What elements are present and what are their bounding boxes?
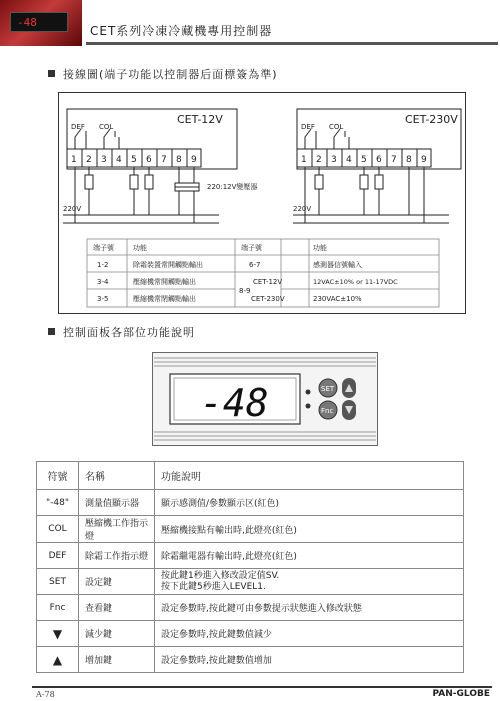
tt-right-r2-model: CET-12V	[253, 278, 283, 286]
terminal-number: 2	[86, 155, 92, 165]
wiring-section-title	[48, 66, 278, 82]
row-name: 除霜工作指示燈	[79, 543, 155, 569]
row-symbol: "-48"	[37, 490, 79, 516]
col-indicator-icon	[306, 390, 311, 395]
row-symbol: ▲	[37, 647, 79, 673]
terminal-number: 6	[146, 155, 152, 165]
tt-right-r2-func: 12VAC±10% or 11-17VDC	[313, 278, 398, 286]
row-name: 增加鍵	[79, 647, 155, 673]
fnc-button[interactable]	[319, 401, 337, 419]
tt-header-func-1: 功能	[133, 244, 147, 252]
table-row	[37, 543, 464, 569]
table-row	[37, 647, 464, 673]
row-desc: 壓縮機接點有輸出時,此燈亮(紅色)	[155, 516, 464, 543]
table-row	[37, 569, 464, 595]
function-table-header	[37, 462, 464, 490]
transformer-label: 220:12V變壓器	[207, 183, 258, 191]
supply-label-right: 220V	[293, 205, 312, 213]
table-row	[37, 595, 464, 621]
row-name: 減少鍵	[79, 621, 155, 647]
terminal-number: 9	[421, 155, 427, 165]
tt-right-r1-func: 感測器信號輸入	[313, 261, 362, 269]
tt-row2-func: 壓縮機常開觸點輸出	[133, 278, 196, 286]
tt-header-no-2: 端子號	[241, 244, 262, 252]
footer-rule	[32, 686, 492, 688]
tt-right-r3-model: CET-230V	[251, 295, 285, 303]
row-symbol: SET	[37, 569, 79, 595]
col-label-right: COL	[329, 123, 344, 131]
row-name: 測量值顯示器	[79, 490, 155, 516]
header-rule	[86, 42, 498, 45]
row-name: 壓縮機工作指示燈	[79, 516, 155, 543]
terminal-number: 8	[176, 155, 182, 165]
square-bullet-icon	[48, 328, 55, 335]
thumbnail-display: -48	[17, 16, 37, 29]
tt-row1-func: 除霜裝置常開觸點輸出	[133, 261, 203, 269]
row-desc	[155, 569, 464, 595]
row-symbol: Fnc	[37, 595, 79, 621]
measurement-display: -48	[200, 381, 269, 425]
tt-header-func-2: 功能	[313, 244, 327, 252]
function-table	[36, 461, 464, 673]
tt-right-r1-no: 6-7	[249, 261, 261, 269]
terminal-number: 7	[391, 155, 397, 165]
col-label-left: COL	[99, 123, 114, 131]
terminal-number: 1	[71, 155, 77, 165]
page-number: A-78	[36, 690, 55, 699]
def-indicator-icon	[306, 404, 311, 409]
terminal-number: 4	[116, 155, 122, 165]
col-header-name: 名稱	[79, 462, 155, 490]
page-header	[0, 0, 500, 48]
terminal-number: 9	[191, 155, 197, 165]
brand-logo: PAN-GLOBE	[432, 689, 490, 699]
tt-right-r3-func: 230VAC±10%	[313, 295, 362, 303]
row-symbol: DEF	[37, 543, 79, 569]
table-row	[37, 516, 464, 543]
row-symbol: COL	[37, 516, 79, 543]
terminal-number: 5	[361, 155, 367, 165]
terminal-number: 6	[376, 155, 382, 165]
controller-thumbnail	[10, 12, 68, 32]
tt-right-group-no: 8-9	[239, 287, 251, 295]
col-header-desc: 功能說明	[155, 462, 464, 490]
row-desc: 設定參數時,按此鍵數值增加	[155, 647, 464, 673]
terminal-number: 2	[316, 155, 322, 165]
tt-row3-no: 3-5	[97, 295, 109, 303]
tt-row1-no: 1-2	[97, 261, 109, 269]
row-desc: 顯示感測值/參數顯示区(紅色)	[155, 490, 464, 516]
terminal-number: 1	[301, 155, 307, 165]
down-button[interactable]	[342, 400, 356, 420]
row-desc-line1: 按此鍵1秒進入修改設定值SV.	[161, 570, 280, 581]
up-button[interactable]	[342, 378, 356, 398]
terminal-number: 3	[331, 155, 337, 165]
row-symbol: ▼	[37, 621, 79, 647]
table-row	[37, 490, 464, 516]
tt-header-no-1: 端子號	[93, 244, 114, 252]
row-desc: 設定參數時,按此鍵數值減少	[155, 621, 464, 647]
row-desc-line2: 按下此鍵5秒進入LEVEL1.	[161, 581, 266, 592]
model-label-12v: CET-12V	[177, 113, 223, 126]
row-desc: 除霜繼電器有輸出時,此燈亮(紅色)	[155, 543, 464, 569]
def-label-right: DEF	[301, 123, 315, 131]
set-button-label: SET	[321, 385, 335, 393]
product-photo	[0, 0, 82, 46]
terminal-number: 4	[346, 155, 352, 165]
model-label-230v: CET-230V	[405, 113, 458, 126]
table-row	[37, 621, 464, 647]
row-name: 查看鍵	[79, 595, 155, 621]
wiring-title-text: 接線圖(端子功能以控制器后面標簽為準)	[63, 68, 278, 81]
row-desc: 設定參數時,按此鍵可由參數提示狀態進入修改狀態	[155, 595, 464, 621]
supply-label-left: 220V	[63, 205, 82, 213]
wiring-diagram-box	[58, 92, 466, 314]
square-bullet-icon	[48, 70, 55, 77]
terminal-number: 3	[101, 155, 107, 165]
terminal-number: 5	[131, 155, 137, 165]
terminal-number: 8	[406, 155, 412, 165]
set-button[interactable]	[319, 379, 337, 397]
page-title: CET系列冷凍冷藏機專用控制器	[90, 24, 273, 38]
panel-section-title	[48, 324, 195, 340]
col-header-symbol: 符號	[37, 462, 79, 490]
tt-row2-no: 3-4	[97, 278, 109, 286]
tt-row3-func: 壓縮機常閉觸點輸出	[133, 295, 196, 303]
def-label-left: DEF	[71, 123, 85, 131]
row-name: 設定鍵	[79, 569, 155, 595]
control-panel-drawing	[152, 352, 378, 446]
panel-title-text: 控制面板各部位功能說明	[63, 326, 195, 339]
wiring-diagram	[59, 93, 467, 315]
terminal-number: 7	[161, 155, 167, 165]
fnc-button-label: Fnc	[321, 407, 334, 415]
